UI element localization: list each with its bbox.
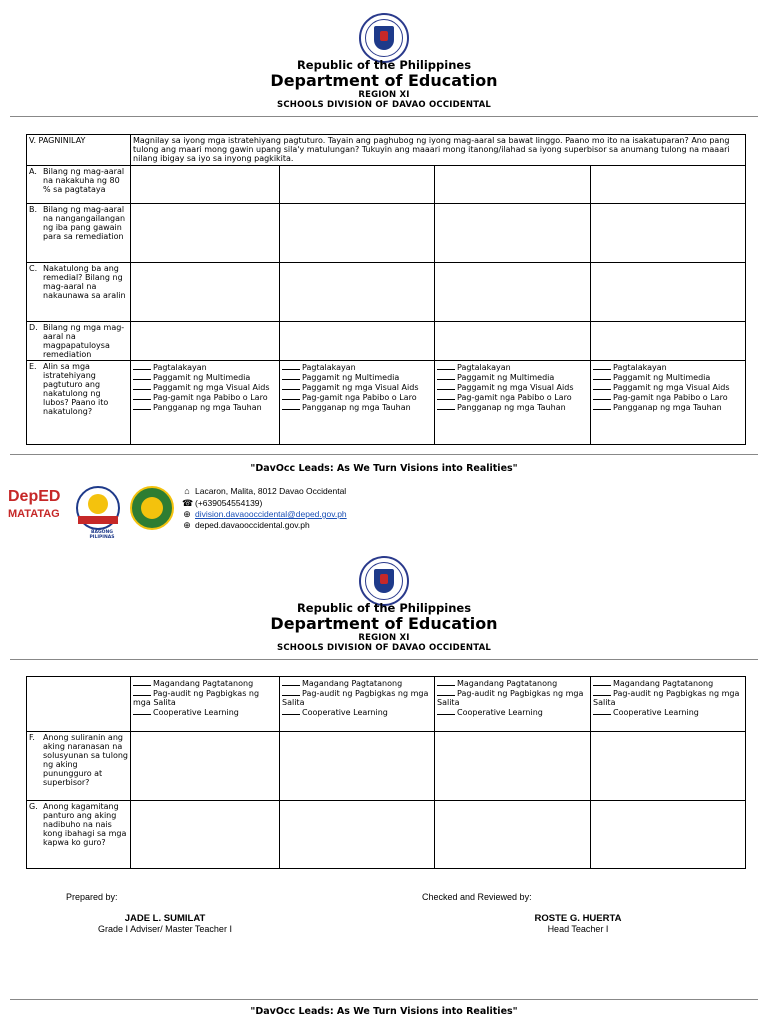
header-rule <box>10 116 758 117</box>
row-question: Nakatulong ba ang remedial? Bilang ng mag-aaral na nakaunawa sa aralin <box>43 264 126 300</box>
strategy-option: Pag-gamit nga Pabibo o Laro <box>302 393 417 402</box>
globe-icon: ⊕ <box>183 509 191 519</box>
division-heading: SCHOOLS DIVISION OF DAVAO OCCIDENTAL <box>277 643 491 653</box>
strategy-option: Pag-gamit nga Pabibo o Laro <box>613 393 728 402</box>
website-link[interactable]: deped.davaooccidental.gov.ph <box>195 520 310 530</box>
prepared-name: JADE L. SUMILAT <box>124 913 206 924</box>
checked-label: Checked and Reviewed by: <box>422 892 532 902</box>
reflection-table-continued <box>26 676 746 869</box>
row-letter: A. <box>29 167 37 176</box>
section-label: V. PAGNINILAY <box>27 135 131 166</box>
answer-cell[interactable] <box>591 732 746 801</box>
answer-cell[interactable] <box>435 166 591 204</box>
republic-heading: Republic of the Philippines <box>296 601 472 615</box>
footer-rule <box>10 454 758 455</box>
answer-cell[interactable] <box>435 204 591 263</box>
slogan: "DavOcc Leads: As We Turn Visions into Realities" <box>250 1006 518 1017</box>
strategy-option: Paggamit ng mga Visual Aids <box>302 383 419 392</box>
answer-cell[interactable] <box>131 204 280 263</box>
strategy-cell[interactable] <box>280 677 435 732</box>
strategy-option: Pagtalakayan <box>302 363 356 372</box>
answer-cell[interactable] <box>131 732 280 801</box>
strategy-option: Paggamit ng mga Visual Aids <box>153 383 270 392</box>
strategy-option: Magandang Pagtatanong <box>302 679 403 688</box>
department-heading: Department of Education <box>270 614 498 633</box>
footer-rule <box>10 999 758 1000</box>
strategy-option: Pag-gamit nga Pabibo o Laro <box>457 393 572 402</box>
strategy-option: Magandang Pagtatanong <box>153 679 254 688</box>
strategy-option: Paggamit ng Multimedia <box>457 373 555 382</box>
division-logo <box>130 486 174 530</box>
strategy-option: Paggamit ng mga Visual Aids <box>457 383 574 392</box>
answer-cell[interactable] <box>131 263 280 322</box>
deped-seal <box>359 556 409 606</box>
phone-icon: ☎ <box>182 498 194 508</box>
row-question: Alin sa mga istratehiyang pagtuturo ang nakatulong ng lubos? Paano ito nakatulong? <box>43 362 109 416</box>
empty-label-cell <box>27 677 131 732</box>
strategy-option: Pangganap ng mga Tauhan <box>613 403 722 412</box>
answer-cell[interactable] <box>131 322 280 361</box>
row-letter: G. <box>29 802 38 811</box>
strategy-cell[interactable] <box>131 677 280 732</box>
bagong-pilipinas-text: BAGONG PILIPINAS <box>89 530 115 540</box>
strategy-option: Cooperative Learning <box>302 708 388 717</box>
region-heading: REGION XI <box>358 633 410 643</box>
bagong-pilipinas-logo <box>76 486 120 530</box>
division-heading: SCHOOLS DIVISION OF DAVAO OCCIDENTAL <box>277 100 491 110</box>
strategy-cell[interactable] <box>591 361 746 445</box>
row-letter: D. <box>29 323 38 332</box>
answer-cell[interactable] <box>280 322 435 361</box>
row-letter: B. <box>29 205 38 214</box>
strategy-cell[interactable] <box>591 677 746 732</box>
strategy-option: Paggamit ng Multimedia <box>613 373 711 382</box>
strategy-option: Paggamit ng mga Visual Aids <box>613 383 730 392</box>
strategy-option: Pangganap ng mga Tauhan <box>302 403 411 412</box>
section-instructions: Magnilay sa iyong mga istratehiyang pagtuturo. Tayain ang paghubog ng iyong mag-aaral sa bawat linggo. Paano mo ito na isakatuparan? Ano pang tulong ang maari mong gawin upang sila'y matulungan? Tukuyin ang maaari mong itanong/ilahad sa iyong superbisor sa anumang tulong na maaari nilang ibigay sa iyo sa inyong pagkikita. <box>131 135 746 166</box>
home-icon: ⌂ <box>184 486 190 496</box>
checked-signature <box>478 913 678 934</box>
header-rule <box>10 659 758 660</box>
strategy-option: Magandang Pagtatanong <box>613 679 714 688</box>
answer-cell[interactable] <box>280 263 435 322</box>
answer-cell[interactable] <box>435 322 591 361</box>
answer-cell[interactable] <box>435 263 591 322</box>
strategy-option: Pag-audit ng Pagbigkas ng mga Salita <box>133 689 260 707</box>
department-heading: Department of Education <box>270 71 498 90</box>
region-heading: REGION XI <box>358 90 410 100</box>
row-question: Anong suliranin ang aking naranasan na solusyunan sa tulong ng aking punungguro at superbisor? <box>43 733 128 787</box>
email-link[interactable]: division.davaooccidental@deped.gov.ph <box>195 509 347 519</box>
answer-cell[interactable] <box>591 263 746 322</box>
strategy-option: Cooperative Learning <box>153 708 239 717</box>
strategy-option: Pag-audit ng Pagbigkas ng mga Salita <box>437 689 584 707</box>
phone-line: ☎ (+639054554139) <box>182 498 263 508</box>
strategy-option: Pagtalakayan <box>153 363 207 372</box>
strategy-option: Pangganap ng mga Tauhan <box>153 403 262 412</box>
strategy-option: Paggamit ng Multimedia <box>153 373 251 382</box>
reflection-table <box>26 134 746 445</box>
strategy-cell[interactable] <box>435 361 591 445</box>
deped-matatag-logo: DepED MATATAG <box>8 488 61 520</box>
prepared-signature <box>40 913 290 934</box>
answer-cell[interactable] <box>591 166 746 204</box>
answer-cell[interactable] <box>131 801 280 869</box>
globe-icon: ⊕ <box>183 520 191 530</box>
checked-title: Head Teacher I <box>547 924 609 934</box>
strategy-option: Pag-audit ng Pagbigkas ng mga Salita <box>282 689 429 707</box>
prepared-label: Prepared by: <box>66 892 118 902</box>
strategy-option: Cooperative Learning <box>613 708 699 717</box>
row-question: Bilang ng mag-aaral na nakakuha ng 80 % sa pagtataya <box>43 167 125 194</box>
strategy-option: Paggamit ng Multimedia <box>302 373 400 382</box>
strategy-cell[interactable] <box>131 361 280 445</box>
answer-cell[interactable] <box>591 204 746 263</box>
answer-cell[interactable] <box>280 801 435 869</box>
strategy-option: Pagtalakayan <box>457 363 511 372</box>
answer-cell[interactable] <box>280 166 435 204</box>
answer-cell[interactable] <box>131 166 280 204</box>
answer-cell[interactable] <box>435 732 591 801</box>
strategy-option: Pangganap ng mga Tauhan <box>457 403 566 412</box>
row-question: Bilang ng mag-aaral na nangangailangan ng iba pang gawain para sa remediation <box>43 205 126 241</box>
strategy-option: Cooperative Learning <box>457 708 543 717</box>
strategy-option: Pag-gamit nga Pabibo o Laro <box>153 393 268 402</box>
address-line: ⌂ Lacaron, Malita, 8012 Davao Occidental <box>182 486 346 497</box>
row-letter: E. <box>29 362 37 371</box>
answer-cell[interactable] <box>280 204 435 263</box>
row-letter: C. <box>29 264 38 273</box>
strategy-option: Pagtalakayan <box>613 363 667 372</box>
row-letter: F. <box>29 733 35 742</box>
answer-cell[interactable] <box>591 801 746 869</box>
website-line[interactable] <box>182 520 310 531</box>
checked-name: ROSTE G. HUERTA <box>534 913 622 924</box>
strategy-cell[interactable] <box>280 361 435 445</box>
answer-cell[interactable] <box>591 322 746 361</box>
answer-cell[interactable] <box>435 801 591 869</box>
strategy-option: Magandang Pagtatanong <box>457 679 558 688</box>
strategy-cell[interactable] <box>435 677 591 732</box>
deped-seal <box>359 13 409 63</box>
prepared-title: Grade I Adviser/ Master Teacher I <box>98 924 232 934</box>
row-question: Bilang ng mga mag-aaral na magpapatuloysa remediation <box>43 323 125 359</box>
republic-heading: Republic of the Philippines <box>296 58 472 72</box>
answer-cell[interactable] <box>280 732 435 801</box>
email-line[interactable] <box>182 509 347 520</box>
strategy-option: Pag-audit ng Pagbigkas ng mga Salita <box>593 689 740 707</box>
slogan: "DavOcc Leads: As We Turn Visions into Realities" <box>250 463 518 474</box>
row-question: Anong kagamitang panturo ang aking nadibuho na nais kong ibahagi sa mga kapwa ko guro? <box>43 802 127 847</box>
